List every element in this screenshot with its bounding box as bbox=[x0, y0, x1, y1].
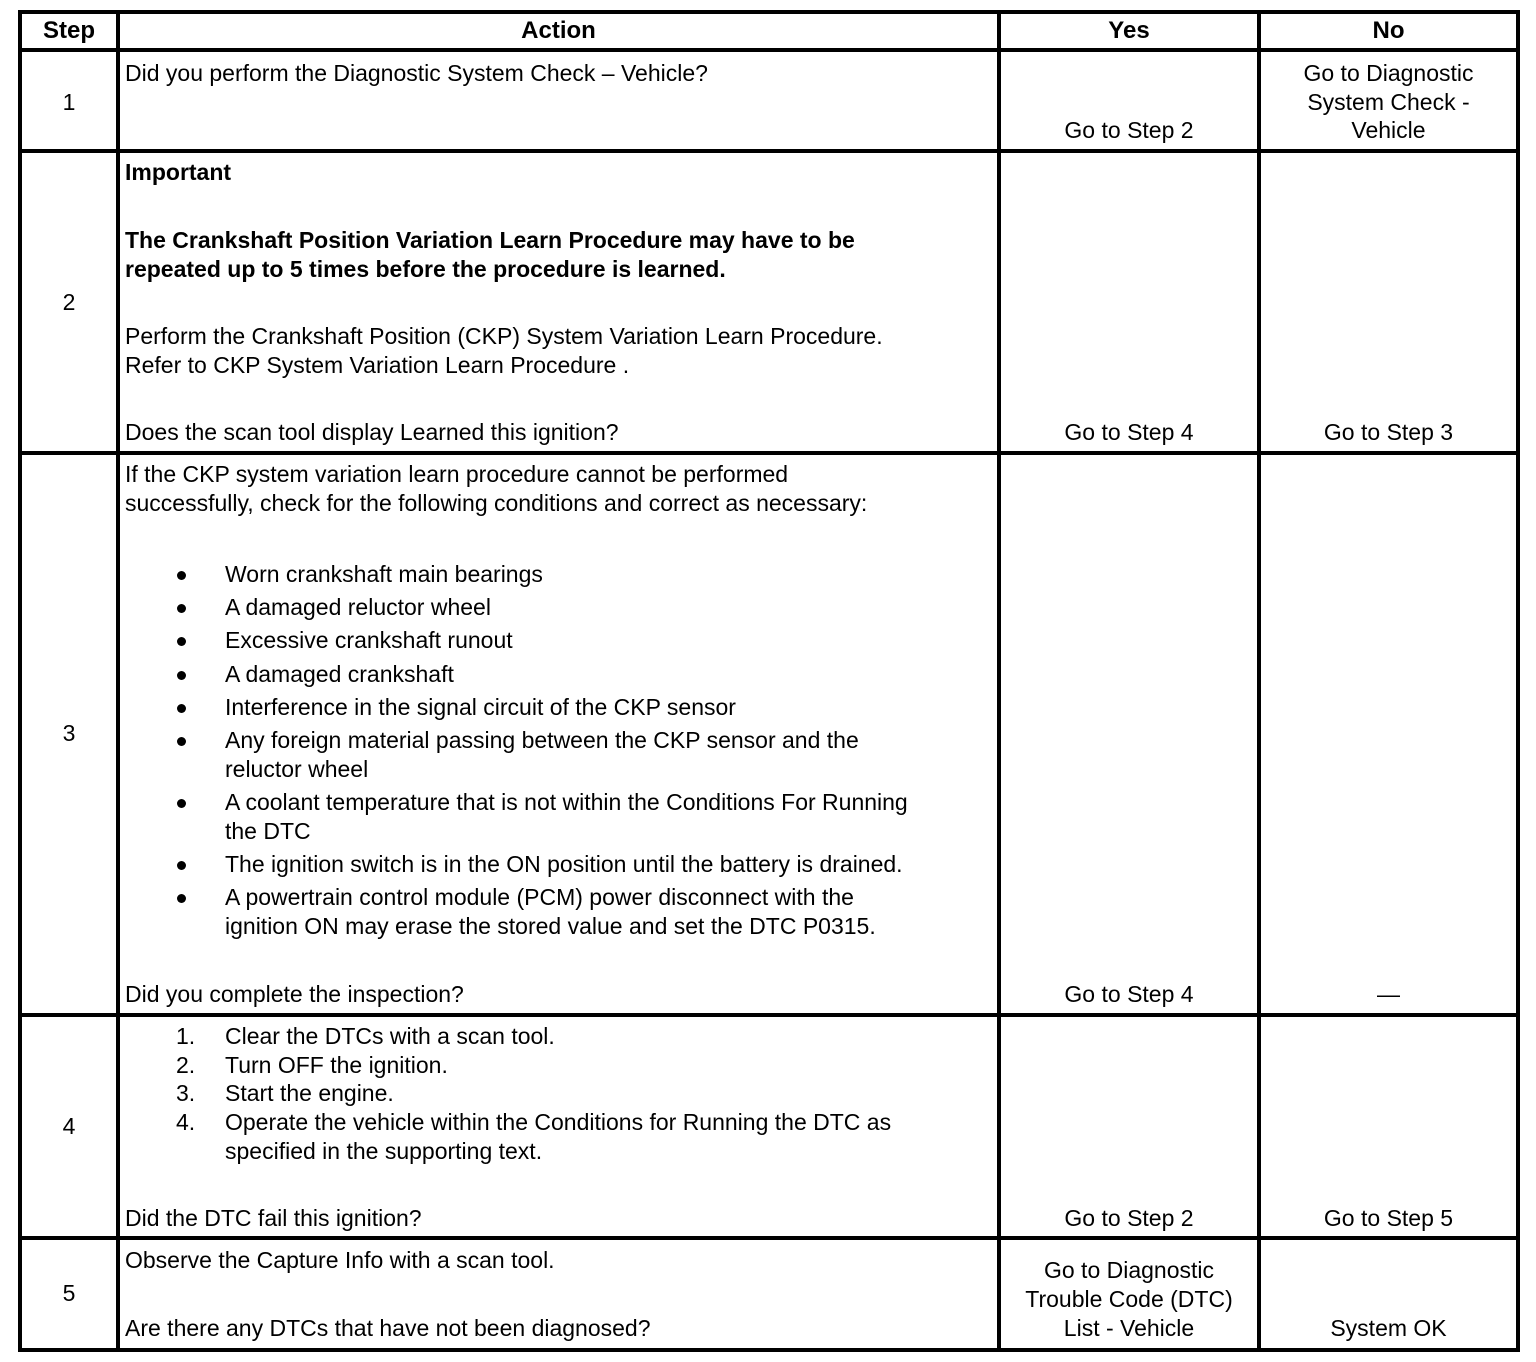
list-item-text: Excessive crankshaft runout bbox=[225, 627, 513, 653]
bullet-icon bbox=[177, 704, 186, 713]
header-yes: Yes bbox=[1108, 17, 1150, 44]
bullet-icon bbox=[177, 671, 186, 680]
list-item-text: A coolant temperature that is not within the Conditions For Running bbox=[225, 789, 908, 815]
action-question: Did you complete the inspection? bbox=[125, 981, 464, 1007]
action-question: Did you perform the Diagnostic System Check – Vehicle? bbox=[125, 60, 708, 86]
bullet-icon bbox=[177, 799, 186, 808]
important-note-line: The Crankshaft Position Variation Learn Procedure may have to be bbox=[125, 227, 855, 253]
action-question: Did the DTC fail this ignition? bbox=[125, 1205, 422, 1231]
list-item-text: A damaged crankshaft bbox=[225, 661, 454, 687]
row-divider bbox=[18, 1013, 1520, 1017]
row-divider bbox=[18, 149, 1520, 153]
action-text-line: Refer to CKP System Variation Learn Procedure . bbox=[125, 352, 630, 378]
step-item-text: Operate the vehicle within the Conditions for Running the DTC as bbox=[225, 1109, 892, 1135]
bullet-icon bbox=[177, 894, 186, 903]
column-divider bbox=[1257, 10, 1261, 1352]
header-no: No bbox=[1372, 17, 1405, 44]
row-divider bbox=[18, 451, 1520, 455]
no-result: Go to Step 5 bbox=[1323, 1205, 1454, 1231]
step-number: 5 bbox=[62, 1280, 76, 1306]
table-border-top bbox=[18, 10, 1520, 14]
no-result-line: Vehicle bbox=[1351, 117, 1426, 143]
no-result-line: Go to Diagnostic bbox=[1303, 60, 1474, 86]
no-result: System OK bbox=[1330, 1315, 1447, 1341]
table-border-left bbox=[18, 10, 22, 1352]
important-note-line: repeated up to 5 times before the procedure is learned. bbox=[125, 256, 726, 282]
step-number: 3 bbox=[62, 720, 76, 746]
list-item-text: Interference in the signal circuit of the CKP sensor bbox=[225, 694, 736, 720]
step-item-text: Turn OFF the ignition. bbox=[225, 1052, 448, 1078]
step-item-number: 1. bbox=[176, 1023, 196, 1049]
column-divider bbox=[997, 10, 1001, 1352]
header-action: Action bbox=[521, 17, 596, 44]
action-text-line: If the CKP system variation learn procedure cannot be performed bbox=[125, 461, 789, 487]
step-number: 2 bbox=[62, 289, 76, 315]
table-border-right bbox=[1516, 10, 1520, 1352]
column-divider bbox=[116, 10, 120, 1352]
step-item-text: Start the engine. bbox=[225, 1080, 394, 1106]
bullet-icon bbox=[177, 571, 186, 580]
yes-result-line: List - Vehicle bbox=[1063, 1315, 1195, 1341]
list-item-text: Any foreign material passing between the CKP sensor and the bbox=[225, 727, 859, 753]
yes-result-line: Go to Diagnostic bbox=[1043, 1257, 1215, 1283]
bullet-icon bbox=[177, 861, 186, 870]
no-result: — bbox=[1377, 981, 1400, 1007]
no-result: Go to Step 3 bbox=[1323, 419, 1454, 445]
bullet-icon bbox=[177, 604, 186, 613]
step-item-number: 2. bbox=[176, 1052, 196, 1078]
yes-result: Go to Step 2 bbox=[1064, 117, 1194, 143]
list-item-text: A damaged reluctor wheel bbox=[225, 594, 491, 620]
action-text-line: Perform the Crankshaft Position (CKP) System Variation Learn Procedure. bbox=[125, 323, 883, 349]
yes-result: Go to Step 4 bbox=[1064, 419, 1194, 445]
action-text-line: successfully, check for the following conditions and correct as necessary: bbox=[125, 490, 868, 516]
list-item-text: the DTC bbox=[225, 818, 311, 844]
step-number: 1 bbox=[62, 89, 76, 115]
row-divider bbox=[18, 1236, 1520, 1240]
no-result-line: System Check - bbox=[1307, 89, 1470, 115]
table-border-bottom bbox=[18, 1348, 1520, 1352]
step-number: 4 bbox=[62, 1113, 76, 1139]
bullet-icon bbox=[177, 637, 186, 646]
bullet-icon bbox=[177, 737, 186, 746]
list-item-text: A powertrain control module (PCM) power disconnect with the bbox=[225, 884, 854, 910]
action-question: Are there any DTCs that have not been diagnosed? bbox=[125, 1315, 651, 1341]
step-item-text: specified in the supporting text. bbox=[225, 1138, 543, 1164]
list-item-text: reluctor wheel bbox=[225, 756, 369, 782]
action-question: Does the scan tool display Learned this ignition? bbox=[125, 419, 619, 445]
step-item-number: 3. bbox=[176, 1080, 196, 1106]
header-divider bbox=[18, 48, 1520, 52]
important-heading: Important bbox=[125, 159, 232, 185]
step-item-text: Clear the DTCs with a scan tool. bbox=[225, 1023, 555, 1049]
yes-result: Go to Step 2 bbox=[1064, 1205, 1194, 1231]
step-item-number: 4. bbox=[176, 1109, 196, 1135]
list-item-text: ignition ON may erase the stored value and set the DTC P0315. bbox=[225, 913, 876, 939]
action-text-line: Observe the Capture Info with a scan tool. bbox=[125, 1247, 555, 1273]
yes-result: Go to Step 4 bbox=[1064, 981, 1194, 1007]
header-step: Step bbox=[42, 17, 95, 44]
yes-result-line: Trouble Code (DTC) bbox=[1025, 1286, 1233, 1312]
list-item-text: The ignition switch is in the ON position until the battery is drained. bbox=[225, 851, 903, 877]
list-item-text: Worn crankshaft main bearings bbox=[225, 561, 543, 587]
